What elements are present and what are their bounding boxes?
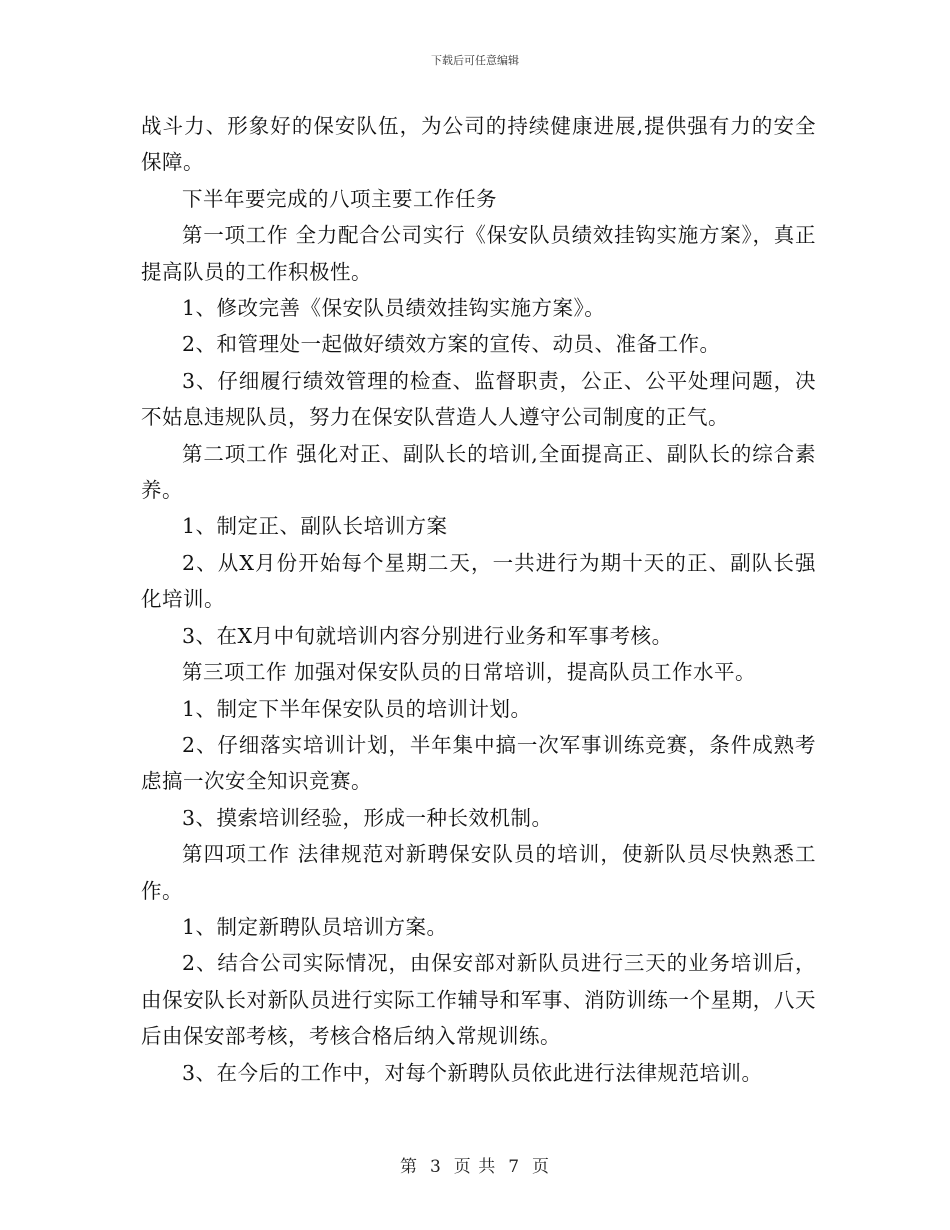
work-item-heading: 第三项工作 加强对保安队员的日常培训，提高队员工作水平。 <box>182 660 757 685</box>
header-note: 下载后可任意编辑 <box>431 54 519 67</box>
list-item: 3、摸索培训经验，形成一种长效机制。 <box>182 805 553 830</box>
list-item: 3、仔细履行绩效管理的检查、监督职责，公正、公平处理问题，决不姑息违规队员，努力在保安队营造人人遵守公司制度的正气。 <box>141 368 816 430</box>
page-footer <box>0 1152 950 1177</box>
section-heading: 下半年要完成的八项主要工作任务 <box>182 186 497 211</box>
list-item: 2、仔细落实培训计划，半年集中搞一次军事训练竞赛，条件成熟考虑搞一次安全知识竞赛。 <box>141 732 816 794</box>
footer-middle: 页 共 <box>453 1157 497 1177</box>
list-item: 3、在今后的工作中，对每个新聘队员依此进行法律规范培训。 <box>182 1060 763 1085</box>
list-item: 2、结合公司实际情况，由保安部对新队员进行三天的业务培训后，由保安队长对新队员进行实际工作辅导和军事、消防训练一个星期，八天后由保安部考核，考核合格后纳入常规训练。 <box>141 951 816 1049</box>
list-item: 1、制定下半年保安队员的培训计划。 <box>182 696 532 721</box>
list-item: 3、在X月中旬就培训内容分别进行业务和军事考核。 <box>182 623 673 648</box>
list-item: 1、制定新聘队员培训方案。 <box>182 914 448 939</box>
footer-total-pages: 7 <box>508 1157 521 1177</box>
paragraph: 战斗力、形象好的保安队伍，为公司的持续健康进展,提供强有力的安全保障。 <box>141 114 816 175</box>
list-item: 2、从X月份开始每个星期二天，一共进行为期十天的正、副队长强化培训。 <box>141 550 816 612</box>
list-item: 2、和管理处一起做好绩效方案的宣传、动员、准备工作。 <box>182 332 721 357</box>
footer-page-number: 3 <box>429 1157 442 1177</box>
work-item-heading: 第二项工作 强化对正、副队长的培训,全面提高正、副队长的综合素养。 <box>141 441 816 503</box>
list-item: 1、制定正、副队长培训方案 <box>182 514 448 539</box>
list-item: 1、修改完善《保安队员绩效挂钩实施方案》。 <box>182 296 606 321</box>
document-body <box>141 108 816 1091</box>
work-item-heading: 第四项工作 法律规范对新聘保安队员的培训，使新队员尽快熟悉工作。 <box>141 842 816 903</box>
work-item-heading: 第一项工作 全力配合公司实行《保安队员绩效挂钩实施方案》，真正提高队员的工作积极性。 <box>141 223 816 284</box>
footer-suffix: 页 <box>532 1157 551 1177</box>
footer-prefix: 第 <box>399 1157 418 1177</box>
